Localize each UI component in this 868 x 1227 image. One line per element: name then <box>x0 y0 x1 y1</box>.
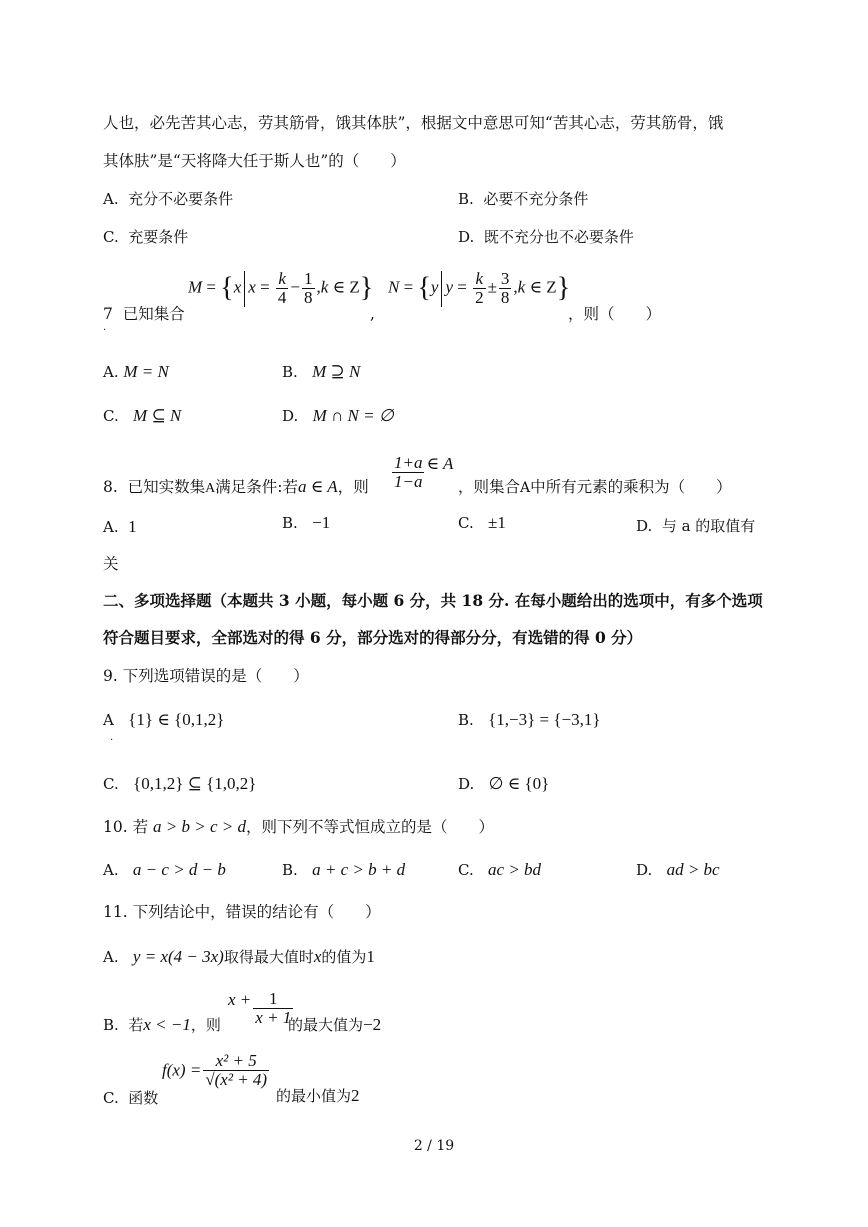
q6-option-a: A. 充分不必要条件 <box>103 190 234 208</box>
q7-option-c: C. M ⊆ N <box>103 406 182 425</box>
q8-option-d: D. 与 a 的取值有 <box>636 517 756 535</box>
q8-stem: 8. 已知实数集A满足条件:若a ∈ A，则 <box>103 477 369 496</box>
q8-option-c: C. ±1 <box>458 513 506 532</box>
q10-option-a: A. a − c > d − b <box>103 860 226 879</box>
q7-set-n: N = {y y = $\frac{k}{2}$ ± $\frac{3}{8}$ ,k ∈ Z} <box>388 269 571 307</box>
q7-option-b: B. M ⊇ N <box>282 362 361 381</box>
q7-option-a: A. M = N <box>103 362 169 381</box>
q10-option-c: C. ac > bd <box>458 860 542 879</box>
q11-option-b-expr: x + $\frac{1}{x + 1}$ <box>228 989 292 1027</box>
q6-option-c: C. 充要条件 <box>103 228 189 246</box>
q8-option-d-wrap: 关 <box>103 555 119 573</box>
q7-stem: 7 已知集合 <box>103 305 185 323</box>
q11-option-a: A. y = x(4 − 3x)取得最大值时x的值为1 <box>103 947 375 966</box>
q9-option-d: D. ∅ ∈ {0} <box>458 774 550 793</box>
q11-option-b-tail: 的最大值为−2 <box>288 1015 382 1034</box>
q6-line2: 其体肤”是“天将降大任于斯人也”的（ ） <box>103 152 406 170</box>
q7-tail: ，则（ ） <box>568 305 662 323</box>
section2-heading-line2: 符合题目要求，全部选对的得 6 分，部分选对的得部分分，有选错的得 0 分） <box>103 628 643 647</box>
q8-fraction: $\frac{1+a}{1-a}$ ∈ A <box>394 453 454 491</box>
q7-dot: . <box>103 322 107 333</box>
q9-stem: 9. 下列选项错误的是（ ） <box>103 667 309 685</box>
q6-line1: 人也，必先苦其心志，劳其筋骨，饿其体肤”，根据文中意思可知“苦其心志，劳其筋骨，饿 <box>103 114 724 132</box>
q11-option-c-tail: 的最小值为2 <box>276 1086 360 1105</box>
q7-comma: , <box>370 305 375 323</box>
q7-set-m: M = {x x = $\frac{k}{4}$ − $\frac{1}{8}$ ,k ∈ Z} <box>188 269 374 307</box>
q11-stem: 11. 下列结论中，错误的结论有（ ） <box>103 903 381 921</box>
q9-option-b: B. {1,−3} = {−3,1} <box>458 710 601 729</box>
section2-heading-line1: 二、多项选择题（本题共 3 小题，每小题 6 分，共 18 分. 在每小题给出的选项中，有多个选项 <box>103 591 763 610</box>
q6-option-d: D. 既不充分也不必要条件 <box>458 228 634 246</box>
q11-option-c-expr: f(x) = $\frac{\text{x² + 5}}{\text{√(x² + 4)}}$ <box>162 1051 268 1089</box>
q9-option-a: A {1} ∈ {0,1,2} <box>103 710 225 729</box>
q7-option-d: D. M ∩ N = ∅ <box>282 406 394 425</box>
q10-option-b: B. a + c > b + d <box>282 860 406 879</box>
q6-option-b: B. 必要不充分条件 <box>458 190 589 208</box>
q11-option-c-text: C. 函数 <box>103 1089 159 1107</box>
q8-option-b: B. −1 <box>282 513 331 532</box>
q10-option-d: D. ad > bc <box>636 860 720 879</box>
q11-option-b-text: B. 若x < −1，则 <box>103 1015 221 1034</box>
q10-stem: 10. 若 a > b > c > d，则下列不等式恒成立的是（ ） <box>103 817 494 836</box>
q8-stem-tail: ，则集合A中所有元素的乘积为（ ） <box>458 478 732 496</box>
q8-option-a: A. 1 <box>103 517 137 536</box>
q9-dot: . <box>110 732 114 743</box>
page-number: 2 / 19 <box>413 1138 455 1154</box>
q9-option-c: C. {0,1,2} ⊆ {1,0,2} <box>103 774 257 793</box>
